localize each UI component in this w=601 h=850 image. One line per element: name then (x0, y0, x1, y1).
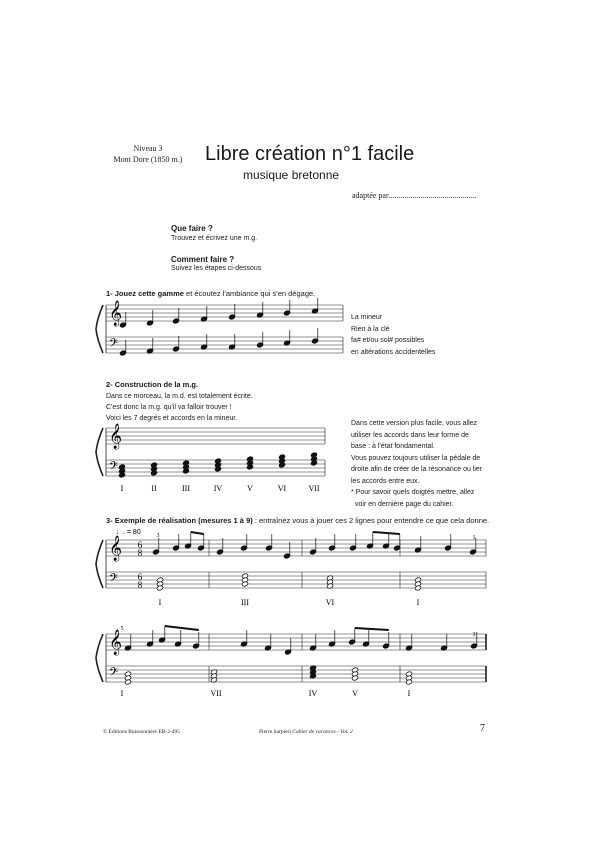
page-number: 7 (480, 723, 485, 734)
bass-clef: 𝄢 (109, 460, 119, 476)
step2-note: Dans cette version plus facile, vous allez (351, 420, 478, 427)
degree-label: I (120, 689, 124, 698)
treble-clef: 𝄞 (109, 630, 123, 655)
noteheads (118, 298, 477, 685)
step2-note: Vous pouvez toujours utiliser la pédale de (351, 454, 481, 462)
brace (96, 634, 103, 682)
degree-label: II (151, 484, 157, 493)
treble-clef: 𝄞 (109, 536, 123, 561)
degree-label: III (241, 598, 249, 607)
footer-credit (259, 729, 353, 735)
step2-note: les accords entre eux. (351, 477, 420, 485)
how-text: Suivez les étapes ci-dessous (171, 265, 262, 272)
step2-title: 2- Construction de la m.g. (106, 380, 199, 389)
degree-label: I (416, 598, 420, 607)
degree-label: VII (308, 484, 320, 493)
time-signature-top: 6 (137, 540, 143, 550)
fingering: 3 (472, 632, 476, 638)
treble-clef: 𝄞 (109, 424, 123, 449)
level-label: Niveau 3 (133, 144, 163, 153)
bass-clef: 𝄢 (109, 337, 119, 353)
degree-label: I (158, 598, 162, 607)
step1-title: 1- Jouez cette gamme (106, 289, 184, 298)
measure-number: 5 (120, 626, 124, 632)
beam (373, 532, 400, 534)
step1-note: Rien à la clé (351, 325, 390, 333)
what-title: Que faire ? (171, 224, 213, 233)
degree-label: V (247, 484, 253, 493)
footer-author: Pierre Sarpieri (259, 729, 291, 735)
degree-label: VII (210, 689, 222, 698)
step1-note: en altérations accidentelles (351, 348, 436, 356)
step2-line: Dans ce morceau, la m.d. est totalement écrite. (106, 393, 253, 400)
footer-copyright: © Éditions Buissonnière EB-2-495 (103, 729, 181, 735)
page-subtitle: musique bretonne (243, 168, 340, 182)
degree-label: IV (213, 484, 223, 493)
brace (96, 305, 103, 353)
step3-title: 3- Exemple de réalisation (mesures 1 à 9) (106, 516, 253, 525)
step2-note: droite afin de créer de la résonance ou lier (351, 466, 483, 473)
brace (96, 428, 103, 476)
step2-line: Voici les 7 degrés et accords en la mineur. (106, 415, 238, 422)
treble-clef: 𝄞 (109, 301, 123, 326)
fingering: 1 (472, 535, 476, 541)
level-location: Mont Dore (1850 m.) (113, 155, 183, 164)
step2-line: C'est donc la m.g. qu'il va falloir trouver ! (106, 404, 232, 411)
page-title: Libre création n°1 facile (205, 143, 415, 165)
step2-note: base : à l'état fondamental. (351, 443, 435, 450)
time-signature-bottom: 8 (137, 548, 143, 558)
degree-label: I (407, 689, 411, 698)
degree-label: I (120, 484, 124, 493)
brace (96, 540, 103, 588)
how-title: Comment faire ? (171, 255, 235, 264)
step2-note: * Pour savoir quels doigtés mettre, allez (351, 489, 475, 496)
tempo-marking: ♩. = 80 (116, 529, 141, 536)
staff-systems (96, 305, 486, 682)
footer-book: Cahier de vacances (292, 729, 336, 735)
time-signature-top: 6 (137, 572, 143, 582)
step2-note: voir en dernière page du cahier. (355, 500, 454, 508)
what-text: Trouvez et écrivez une m.g. (171, 235, 258, 242)
bass-clef: 𝄢 (109, 572, 119, 588)
step2-note: utiliser les accords dans leur forme de (351, 431, 469, 439)
beam (355, 628, 389, 630)
adapted-by-line: adaptée par............................................ (352, 191, 477, 200)
fingering: 3 (156, 533, 160, 539)
step3-rest: : entraînez vous à jouer ces 2 lignes pour entendre ce que cela donne. (252, 516, 490, 525)
degree-label: III (182, 484, 190, 493)
degree-label: VI (325, 598, 335, 607)
bass-clef: 𝄢 (109, 666, 119, 682)
time-signature-bottom: 8 (137, 580, 143, 590)
step1-note: La mineur (351, 314, 383, 321)
footer-volume: - Vol. 2 (335, 729, 353, 735)
beam (165, 626, 199, 630)
degree-label: V (352, 689, 358, 698)
degree-label: IV (308, 689, 318, 698)
step1-rest: et écoutez l'ambiance qui s'en dégage. (183, 289, 316, 298)
degree-label: VI (277, 484, 287, 493)
beam (191, 532, 204, 534)
step1-note: fa# et/ou sol# possibles (351, 337, 425, 344)
